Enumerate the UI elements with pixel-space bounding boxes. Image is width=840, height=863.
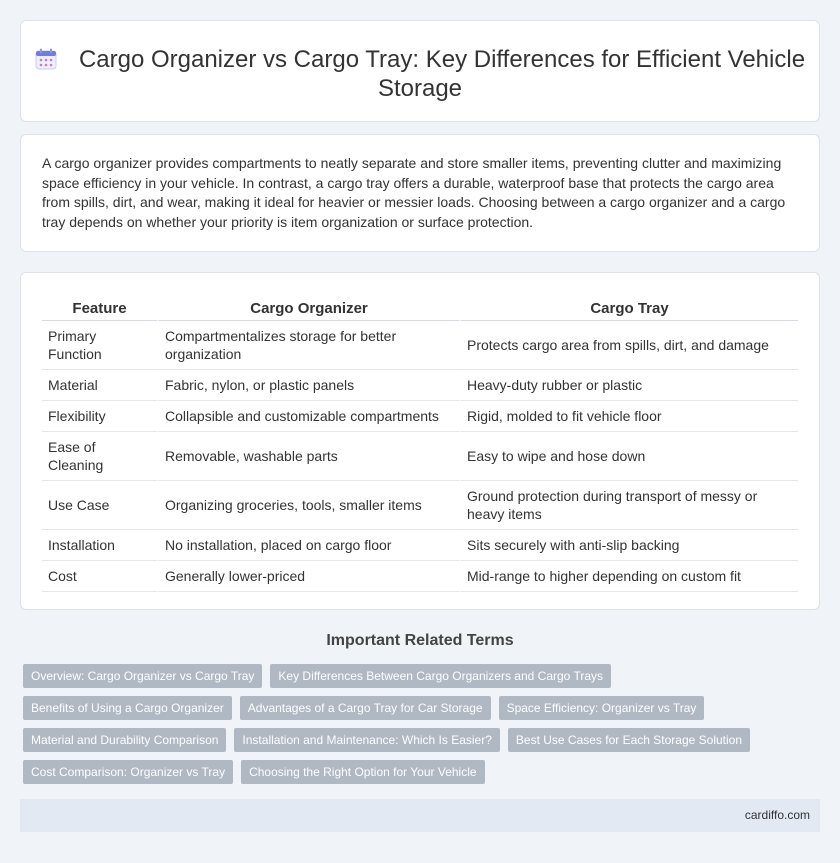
related-term-tag[interactable]: Benefits of Using a Cargo Organizer [23,696,232,720]
tray-cell: Mid-range to higher depending on custom fit [459,561,798,592]
related-terms-tags [23,664,813,784]
related-term-tag[interactable]: Advantages of a Cargo Tray for Car Storage [240,696,491,720]
header-feature: Feature [42,297,157,321]
intro-paragraph: A cargo organizer provides compartments to neatly separate and store smaller items, preventing clutter and maximizing space efficiency in your vehicle. In contrast, a cargo tray offers a durable, waterproof base that protects the cargo area from spills, dirt, and wear, making it ideal for heavier or messier loads. Choosing between a cargo organizer and a cargo tray depends on whether your priority is item organization or surface protection. [42,155,786,230]
table-row [42,370,798,401]
feature-cell: Material [42,370,157,401]
footer [20,799,820,832]
feature-cell: Installation [42,530,157,561]
organizer-cell: Fabric, nylon, or plastic panels [157,370,459,401]
footer-site-link[interactable]: cardiffo.com [744,808,810,822]
related-term-tag[interactable]: Best Use Cases for Each Storage Solution [508,728,750,752]
tray-cell: Ground protection during transport of messy or heavy items [459,481,798,530]
related-term-tag[interactable]: Key Differences Between Cargo Organizers and Cargo Trays [270,664,611,688]
organizer-cell: Generally lower-priced [157,561,459,592]
related-term-tag[interactable]: Space Efficiency: Organizer vs Tray [499,696,705,720]
tray-cell: Sits securely with anti-slip backing [459,530,798,561]
organizer-cell: Collapsible and customizable compartments [157,401,459,432]
organizer-cell: Compartmentalizes storage for better organization [157,321,459,370]
related-term-tag[interactable]: Cost Comparison: Organizer vs Tray [23,760,233,784]
related-term-tag[interactable]: Choosing the Right Option for Your Vehicle [241,760,484,784]
table-row [42,432,798,481]
feature-cell: Cost [42,561,157,592]
tray-cell: Heavy-duty rubber or plastic [459,370,798,401]
header-cargo-organizer: Cargo Organizer [157,297,459,321]
intro-card [20,134,820,252]
organizer-cell: Removable, washable parts [157,432,459,481]
header-cargo-tray: Cargo Tray [459,297,798,321]
related-terms-heading: Important Related Terms [326,632,514,649]
feature-cell: Primary Function [42,321,157,370]
feature-cell: Flexibility [42,401,157,432]
table-row [42,561,798,592]
tray-cell: Easy to wipe and hose down [459,432,798,481]
feature-cell: Ease of Cleaning [42,432,157,481]
organizer-cell: Organizing groceries, tools, smaller items [157,481,459,530]
related-term-tag[interactable]: Material and Durability Comparison [23,728,226,752]
table-header-row [42,297,798,321]
tray-cell: Protects cargo area from spills, dirt, and damage [459,321,798,370]
calendar-icon [35,48,57,70]
comparison-card [20,272,820,610]
tray-cell: Rigid, molded to fit vehicle floor [459,401,798,432]
page-title-wrap [21,45,819,103]
feature-cell: Use Case [42,481,157,530]
header-card [20,20,820,122]
table-row [42,530,798,561]
organizer-cell: No installation, placed on cargo floor [157,530,459,561]
related-term-tag[interactable]: Installation and Maintenance: Which Is Easier? [234,728,499,752]
comparison-table [42,297,798,592]
table-row [42,481,798,530]
page-title: Cargo Organizer vs Cargo Tray: Key Differences for Efficient Vehicle Storage [78,46,806,102]
related-term-tag[interactable]: Overview: Cargo Organizer vs Cargo Tray [23,664,262,688]
table-row [42,321,798,370]
table-row [42,401,798,432]
